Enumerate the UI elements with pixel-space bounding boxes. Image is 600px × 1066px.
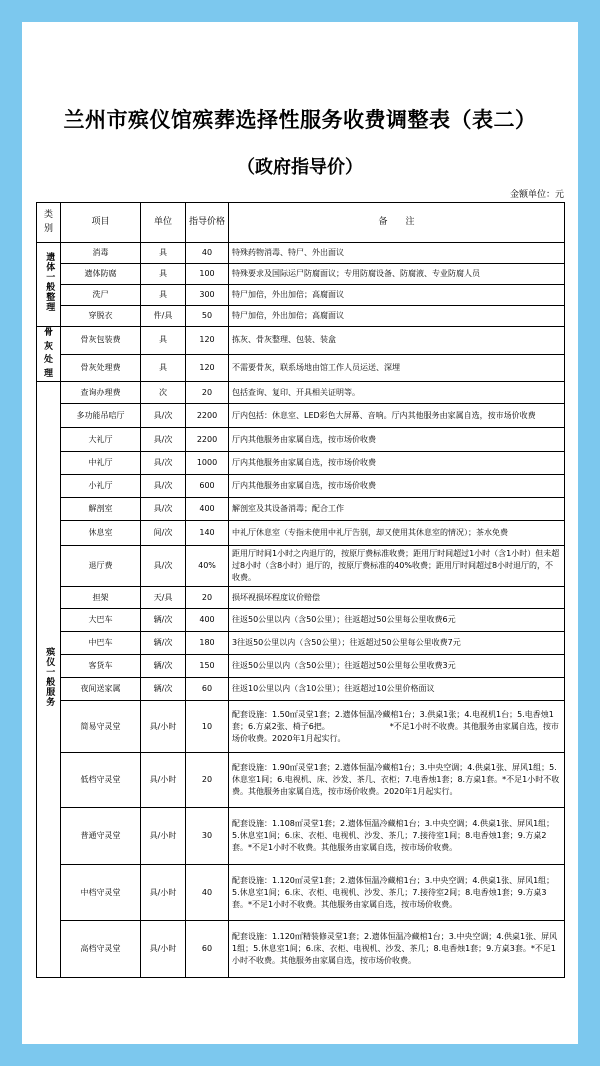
unit-cell: 间/次	[141, 521, 186, 546]
item-cell: 高档守灵堂	[61, 921, 141, 978]
price-cell: 20	[186, 587, 229, 609]
note-cell: 配套设施：1.90㎡灵堂1套；2.遗体恒温冷藏棺1台；3.中央空调；4.供桌1张、屏风1组；5.休息室1间；6.电视机、床、沙发、茶几、衣柜；7.电香烛1套；8.方桌1套。*不足1小时不收费。其他服务由家属自选，按市场价收费。2020年1月起实行。	[229, 753, 565, 808]
item-cell: 低档守灵堂	[61, 753, 141, 808]
fee-sheet	[22, 22, 578, 1044]
price-cell: 300	[186, 285, 229, 306]
page-title: 兰州市殡仪馆殡葬选择性服务收费调整表（表二）	[63, 107, 537, 132]
price-cell: 40	[186, 243, 229, 264]
note-cell: 解剖室及其设备消毒；配合工作	[229, 498, 565, 521]
header-price: 指导价格	[186, 203, 229, 243]
table-row	[37, 701, 565, 753]
category-remains: 遗体一般整理	[37, 243, 61, 327]
unit-cell: 具	[141, 354, 186, 382]
note-cell: 往返10公里以内（含10公里）；往返超过10公里价格面议	[229, 678, 565, 701]
note-cell: 包括查询、复印、开具相关证明等。	[229, 382, 565, 404]
table-row	[37, 404, 565, 428]
header-note: 备 注	[229, 203, 565, 243]
price-cell: 40	[186, 865, 229, 921]
note-cell: 中礼厅休息室（专指未使用中礼厅告别，却又使用其休息室的情况）；茶水免费	[229, 521, 565, 546]
unit-cell: 具/次	[141, 475, 186, 498]
price-cell: 150	[186, 655, 229, 678]
note-cell: 拣灰、骨灰整理、包装、装盒	[229, 327, 565, 355]
note-cell: 往返50公里以内（含50公里）；往返超过50公里每公里收费6元	[229, 609, 565, 632]
unit-cell: 辆/次	[141, 655, 186, 678]
price-cell: 30	[186, 808, 229, 865]
item-cell: 查询办理费	[61, 382, 141, 404]
note-cell: 不需要骨灰，联系场地由馆工作人员运送、深埋	[229, 354, 565, 382]
note-cell: 配套设施：1.108㎡灵堂1套；2.遗体恒温冷藏棺1台；3.中央空调；4.供桌1张、屏风1组；5.休息室1间；6.床、衣柜、电视机、沙发、茶几；7.接待室1间；8.电香烛1套；9.方桌2套。*不足1小时不收费。其他服务由家属自选，按市场价收费。	[229, 808, 565, 865]
unit-cell: 具/次	[141, 546, 186, 587]
item-cell: 客货车	[61, 655, 141, 678]
unit-cell: 具/次	[141, 428, 186, 452]
unit-cell: 天/具	[141, 587, 186, 609]
category-ash: 骨灰处理	[37, 327, 61, 382]
table-row	[37, 609, 565, 632]
unit-cell: 辆/次	[141, 632, 186, 655]
price-cell: 60	[186, 921, 229, 978]
unit-cell: 辆/次	[141, 609, 186, 632]
note-cell: 特尸加倍，外出加倍；高腐面议	[229, 306, 565, 327]
table-row	[37, 498, 565, 521]
price-cell: 120	[186, 354, 229, 382]
price-cell: 1000	[186, 452, 229, 475]
note-cell: 厅内其他服务由家属自选，按市场价收费	[229, 452, 565, 475]
note-cell: 厅内包括：休息室、LED彩色大屏幕、音响。厅内其他服务由家属自选，按市场价收费	[229, 404, 565, 428]
item-cell: 洗尸	[61, 285, 141, 306]
table-row	[37, 243, 565, 264]
table-row	[37, 475, 565, 498]
item-cell: 退厅费	[61, 546, 141, 587]
page-subtitle: （政府指导价）	[237, 157, 363, 178]
price-cell: 400	[186, 609, 229, 632]
note-cell: 配套设施：1.120㎡灵堂1套；2.遗体恒温冷藏棺1台；3.中央空调；4.供桌1张、屏风1组；5.休息室1间；6.床、衣柜、电视机、沙发、茶几；7.接待室2间；8.电香烛1套；9.方桌3套。*不足1小时不收费。其他服务由家属自选，按市场价收费。	[229, 865, 565, 921]
price-cell: 2200	[186, 428, 229, 452]
note-cell: 配套设施：1.50㎡灵堂1套；2.遗体恒温冷藏棺1台；3.供桌1张；4.电视机1台；5.电香烛1套；6.方桌2张、椅子6把。 *不足1小时不收费。其他服务由家属自选，按市场价收费。2020年1月起实行。	[229, 701, 565, 753]
item-cell: 大礼厅	[61, 428, 141, 452]
item-cell: 消毒	[61, 243, 141, 264]
note-cell: 距用厅时间1小时之内退厅的，按原厅费标准收费；距用厅时间超过1小时（含1小时）但未超过8小时（含8小时）退厅的，按原厅费标准的40%收费；距用厅时间超过8小时退厅的，不收费。	[229, 546, 565, 587]
table-row	[37, 921, 565, 978]
table-row	[37, 521, 565, 546]
table-row	[37, 285, 565, 306]
category-funeral: 殡仪一般服务	[37, 382, 61, 978]
item-cell: 中礼厅	[61, 452, 141, 475]
fee-table	[36, 202, 565, 978]
table-row	[37, 327, 565, 355]
item-cell: 简易守灵堂	[61, 701, 141, 753]
table-row	[37, 587, 565, 609]
item-cell: 中档守灵堂	[61, 865, 141, 921]
unit-cell: 具/小时	[141, 865, 186, 921]
header-item: 项目	[61, 203, 141, 243]
unit-cell: 具/小时	[141, 921, 186, 978]
header-unit: 单位	[141, 203, 186, 243]
item-cell: 骨灰包装费	[61, 327, 141, 355]
unit-cell: 具	[141, 264, 186, 285]
price-cell: 20	[186, 382, 229, 404]
item-cell: 中巴车	[61, 632, 141, 655]
item-cell: 普通守灵堂	[61, 808, 141, 865]
table-row	[37, 865, 565, 921]
price-cell: 400	[186, 498, 229, 521]
item-cell: 遗体防腐	[61, 264, 141, 285]
table-row	[37, 808, 565, 865]
item-cell: 担架	[61, 587, 141, 609]
price-cell: 600	[186, 475, 229, 498]
unit-cell: 具/小时	[141, 753, 186, 808]
table-row	[37, 452, 565, 475]
unit-cell: 具/次	[141, 404, 186, 428]
table-row	[37, 306, 565, 327]
price-cell: 100	[186, 264, 229, 285]
price-cell: 2200	[186, 404, 229, 428]
header-category: 类别	[37, 203, 61, 243]
unit-cell: 具	[141, 243, 186, 264]
table-row	[37, 632, 565, 655]
item-cell: 骨灰处理费	[61, 354, 141, 382]
note-cell: 厅内其他服务由家属自选，按市场价收费	[229, 475, 565, 498]
table-row	[37, 354, 565, 382]
price-cell: 20	[186, 753, 229, 808]
note-cell: 损坏视损坏程度议价赔偿	[229, 587, 565, 609]
unit-cell: 次	[141, 382, 186, 404]
note-cell: 特殊要求及国际运尸防腐面议；专用防腐设备、防腐液、专业防腐人员	[229, 264, 565, 285]
note-cell: 特殊药物消毒、特尸、外出面议	[229, 243, 565, 264]
note-cell: 配套设施：1.120㎡精装修灵堂1套；2.遗体恒温冷藏棺1台；3.中央空调；4.供桌1张、屏风1组；5.休息室1间；6.床、衣柜、电视机、沙发、茶几；8.电香烛1套；9.方桌3套。*不足1小时不收费。其他服务由家属自选，按市场价收费。	[229, 921, 565, 978]
price-cell: 140	[186, 521, 229, 546]
unit-cell: 具	[141, 285, 186, 306]
table-row	[37, 678, 565, 701]
unit-cell: 具/小时	[141, 808, 186, 865]
table-row	[37, 264, 565, 285]
item-cell: 小礼厅	[61, 475, 141, 498]
table-row	[37, 655, 565, 678]
item-cell: 多功能吊唁厅	[61, 404, 141, 428]
table-header-row	[37, 203, 565, 243]
table-row	[37, 546, 565, 587]
table-row	[37, 753, 565, 808]
unit-cell: 具	[141, 327, 186, 355]
unit-cell: 具/次	[141, 498, 186, 521]
amount-unit-label: 金额单位：元	[509, 190, 564, 200]
unit-cell: 具/次	[141, 452, 186, 475]
note-cell: 特尸加倍，外出加倍；高腐面议	[229, 285, 565, 306]
note-cell: 厅内其他服务由家属自选，按市场价收费	[229, 428, 565, 452]
price-cell: 120	[186, 327, 229, 355]
item-cell: 夜间送家属	[61, 678, 141, 701]
unit-cell: 具/小时	[141, 701, 186, 753]
table-row	[37, 382, 565, 404]
price-cell: 60	[186, 678, 229, 701]
price-cell: 180	[186, 632, 229, 655]
table-row	[37, 428, 565, 452]
item-cell: 解剖室	[61, 498, 141, 521]
item-cell: 大巴车	[61, 609, 141, 632]
unit-cell: 辆/次	[141, 678, 186, 701]
item-cell: 穿脱衣	[61, 306, 141, 327]
note-cell: 往返50公里以内（含50公里）；往返超过50公里每公里收费3元	[229, 655, 565, 678]
item-cell: 休息室	[61, 521, 141, 546]
price-cell: 10	[186, 701, 229, 753]
unit-cell: 件/具	[141, 306, 186, 327]
note-cell: 3往返50公里以内（含50公里）；往返超过50公里每公里收费7元	[229, 632, 565, 655]
price-cell: 50	[186, 306, 229, 327]
price-cell: 40%	[186, 546, 229, 587]
